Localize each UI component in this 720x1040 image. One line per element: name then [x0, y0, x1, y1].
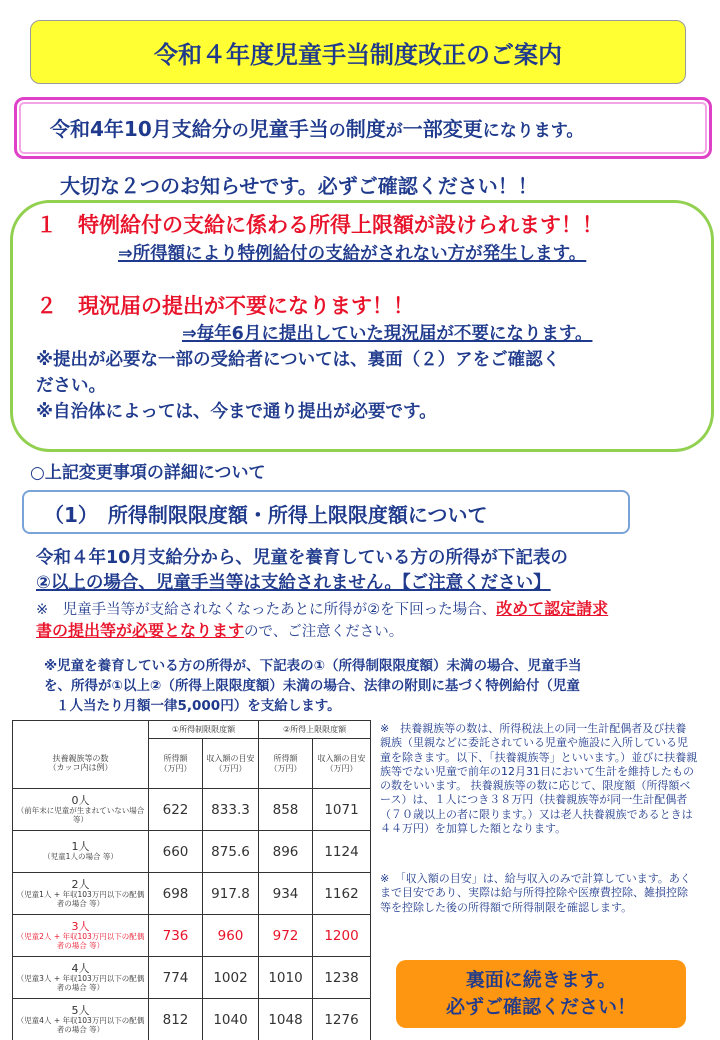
notice2-note1-cont: ださい。: [36, 376, 106, 396]
table-salary-header: [203, 739, 259, 789]
row-upper-salary: 1238: [313, 957, 371, 999]
subtitle-particle: の: [231, 121, 249, 141]
row-count: 5人: [71, 1003, 90, 1017]
row-desc: （児童1人の場合 等）: [43, 852, 118, 862]
page-title: [30, 20, 686, 84]
subtitle-end: になります。: [482, 121, 584, 141]
table-row: [13, 831, 371, 873]
row-upper-salary: 1276: [313, 999, 371, 1040]
notice1-detail: ⇒所得額により特例給付の支給がされない方が発生します。: [118, 244, 587, 264]
table-salary-unit: （万円）: [325, 763, 358, 773]
row-limit-salary: 1040: [203, 999, 259, 1040]
row-limit-income: 736: [149, 915, 203, 957]
row-upper-income: 934: [259, 873, 313, 915]
section1-note-tail: ので、ご注意ください。: [244, 624, 404, 640]
subtitle-change: 一部変更: [402, 117, 483, 141]
notice2-note1: ※提出が必要な一部の受給者については、裏面（２）アをご確認く: [36, 350, 561, 370]
table-salary-unit: （万円）: [214, 763, 247, 773]
subtitle: [50, 113, 583, 142]
page-title-text: 令和４年度児童手当制度改正のご案内: [154, 40, 562, 69]
subtitle-particle: の: [328, 121, 346, 141]
table-corner: [13, 721, 149, 739]
row-upper-salary: 1162: [313, 873, 371, 915]
row-limit-income: 774: [149, 957, 203, 999]
table-income-header: [259, 739, 313, 789]
row-limit-salary: 833.3: [203, 789, 259, 831]
table-row-label: [13, 957, 149, 999]
row-upper-income: 972: [259, 915, 313, 957]
notice2-heading: ２ 現況届の提出が不要になります！！: [36, 294, 414, 318]
table-income-label: 所得額: [163, 753, 188, 763]
row-desc: （児童1人 + 年収103万円以下の配偶者の場合 等）: [16, 889, 145, 908]
table-salary-label: 収入額の目安: [317, 753, 366, 763]
row-upper-salary: 1071: [313, 789, 371, 831]
row-upper-income: 1010: [259, 957, 313, 999]
section1-note2-line3: １人当たり月額一律5,000円）を支給します。: [56, 698, 341, 714]
table-salary-label: 収入額の目安: [206, 753, 255, 763]
details-heading: ○上記変更事項の詳細について: [30, 463, 266, 483]
section1-note-emphasis-cont: 書の提出等が必要となります: [36, 621, 245, 640]
notice1-heading: １ 特例給付の支給に係わる所得上限額が設けられます！！: [36, 213, 603, 237]
subtitle-date: 令和4年10月支給分: [50, 117, 232, 141]
table-row-label: [13, 831, 149, 873]
row-desc: （児童3人 + 年収103万円以下の配偶者の場合 等）: [16, 973, 145, 992]
notice2-detail: ⇒毎年6月に提出していた現況届が不要になります。: [182, 324, 593, 344]
row-count: 2人: [71, 877, 90, 891]
table-income-label: 所得額: [273, 753, 298, 763]
subtitle-particle: が: [385, 121, 403, 141]
table-row-label: [13, 915, 149, 957]
notice2-note2: ※自治体によっては、今まで通り提出が必要です。: [36, 402, 437, 422]
table-row: [13, 999, 371, 1040]
row-limit-income: 812: [149, 999, 203, 1040]
continue-line1: 裏面に続きます。: [465, 969, 617, 992]
table-row: [13, 789, 371, 831]
table-row-label: [13, 873, 149, 915]
table-group1-header: ①所得制限限度額: [149, 721, 259, 739]
subtitle-system: 制度: [345, 117, 386, 141]
row-upper-salary: 1124: [313, 831, 371, 873]
row-limit-income: 622: [149, 789, 203, 831]
section1-note-line1: [36, 596, 608, 619]
subtitle-allowance: 児童手当: [248, 117, 329, 141]
table-income-header: [149, 739, 203, 789]
table-dep-header: [13, 739, 149, 789]
table-row: [13, 957, 371, 999]
row-upper-income: 858: [259, 789, 313, 831]
table-row-highlighted: [13, 915, 371, 957]
row-upper-salary: 1200: [313, 915, 371, 957]
row-count: 1人: [71, 840, 90, 854]
row-count: 4人: [71, 961, 90, 975]
row-count: 3人: [71, 919, 90, 933]
table-row-label: [13, 789, 149, 831]
row-limit-income: 660: [149, 831, 203, 873]
section1-main-line1: 令和４年10月支給分から、児童を養育している方の所得が下記表の: [36, 548, 568, 568]
table-income-unit: （万円）: [159, 763, 192, 773]
row-desc: （前年末に児童が生まれていない場合 等）: [16, 805, 145, 824]
income-limit-table: [12, 720, 371, 1040]
row-upper-income: 1048: [259, 999, 313, 1040]
dependents-note: ※ 扶養親族等の数は、所得税法上の同一生計配偶者及び扶養 親族（里親などに委託されている児童や施設に入所している児童を除きます。以下、「扶養親族等」といいます。）並びに扶養親族等でない児童で前年の12月31日において生計を維持したものの数をいいます。 扶養親族等の数に応じて、限度額（所得額ベース）は、１人につき３８万円（扶養親族等が同一生計配偶者（７０歳以上の者に限ります。）又は老人扶養親族であるときは４４万円）を加算した額となります。: [380, 722, 698, 836]
row-limit-salary: 917.8: [203, 873, 259, 915]
section1-heading: （1） 所得制限限度額・所得上限限度額について: [44, 503, 488, 527]
table-dep-label: 扶養親族等の数: [52, 753, 109, 763]
table-dep-sub: （カッコ内は例）: [48, 763, 113, 773]
section1-note2-line1: ※児童を養育している方の所得が、下記表の①（所得制限限度額）未満の場合、児童手当: [44, 658, 582, 674]
salary-estimate-note: ※ 「収入額の目安」は、給与収入のみで計算しています。あくまで目安であり、実際は給与所得控除や医療費控除、雑損控除等を控除した後の所得額で所得制限を確認します。: [380, 872, 691, 914]
row-desc: （児童4人 + 年収103万円以下の配偶者の場合 等）: [16, 1015, 145, 1034]
section1-main-line2: ②以上の場合、児童手当等は支給されません。【ご注意ください】: [36, 573, 551, 593]
table-salary-header: [313, 739, 371, 789]
table-group2-header: ②所得上限限度額: [259, 721, 371, 739]
row-limit-salary: 875.6: [203, 831, 259, 873]
table-row: [13, 873, 371, 915]
section1-note-text: ※ 児童手当等が支給されなくなったあとに所得が②を下回った場合、: [36, 602, 497, 618]
row-limit-salary: 1002: [203, 957, 259, 999]
table-row-label: [13, 999, 149, 1040]
section1-note-line2: [36, 618, 403, 641]
section1-note-emphasis: 改めて認定請求: [496, 599, 609, 618]
table-income-unit: （万円）: [269, 763, 302, 773]
continue-line2: 必ずご確認ください！: [445, 996, 636, 1018]
row-limit-income: 698: [149, 873, 203, 915]
row-count: 0人: [71, 793, 90, 807]
row-upper-income: 896: [259, 831, 313, 873]
section1-note2-line2: を、所得が①以上②（所得上限限度額）未満の場合、法律の附則に基づく特例給付（児童: [44, 678, 580, 694]
continue-banner: [396, 960, 686, 1028]
important-notice: 大切な２つのお知らせです。必ずご確認ください！！: [60, 174, 538, 198]
row-desc: （児童2人 + 年収103万円以下の配偶者の場合 等）: [16, 931, 145, 950]
row-limit-salary: 960: [203, 915, 259, 957]
